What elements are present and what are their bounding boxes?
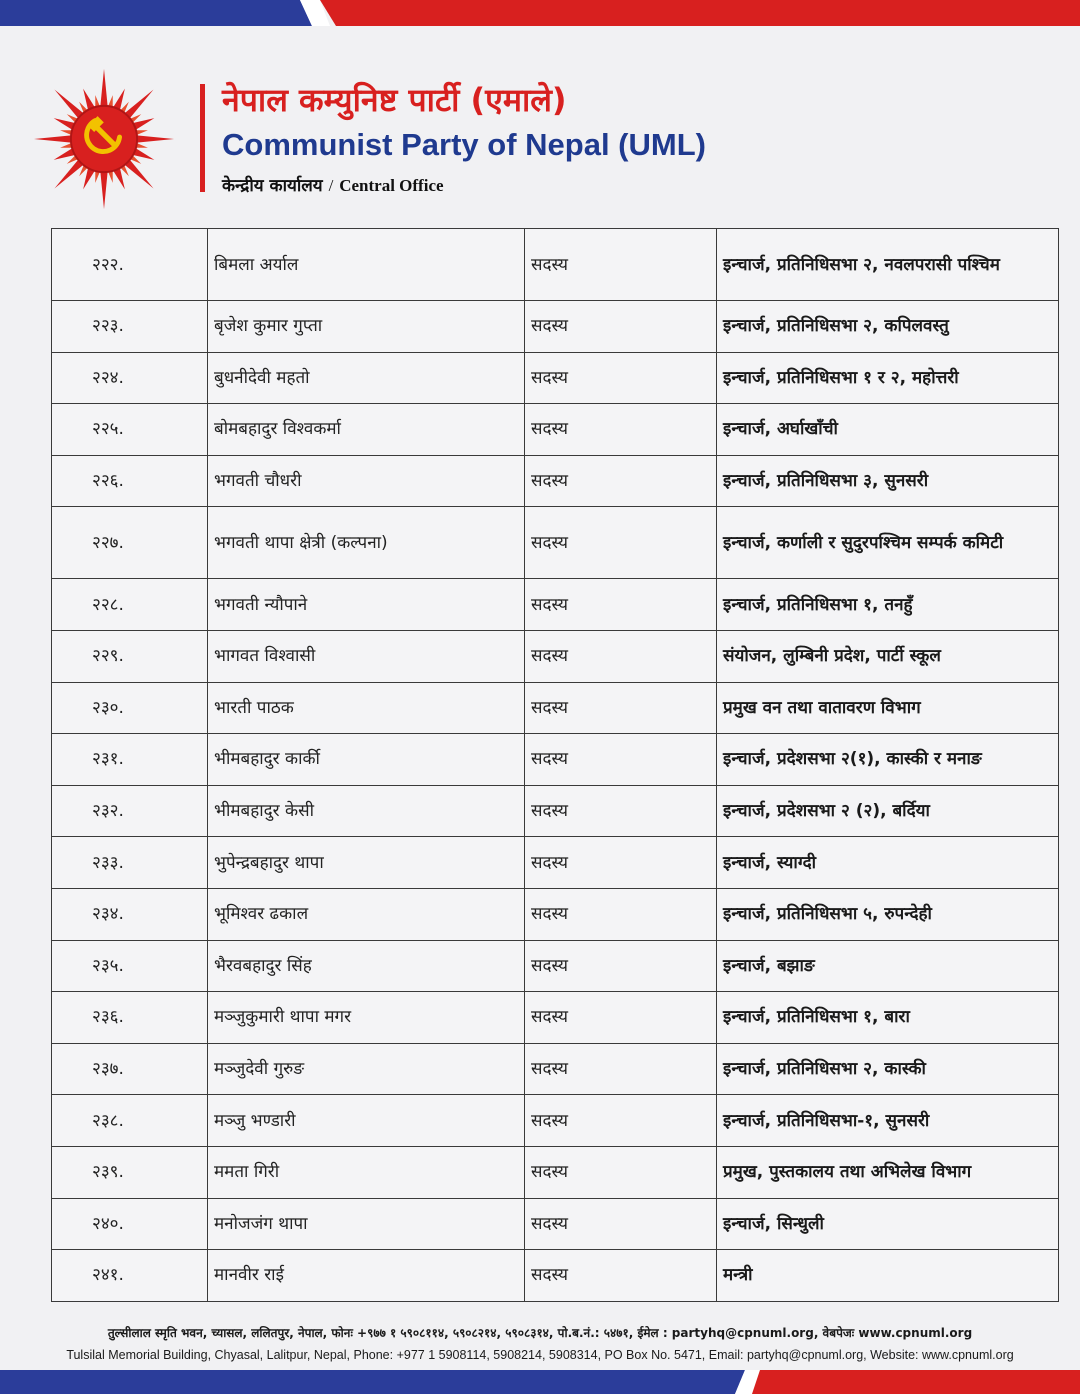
member-name: भगवती न्यौपाने	[208, 579, 525, 631]
table-row	[52, 888, 1059, 940]
member-position: सदस्य	[525, 301, 717, 353]
top-color-band	[0, 0, 1080, 26]
member-role: इन्चार्ज, प्रतिनिधिसभा १ र २, महोत्तरी	[717, 352, 1059, 404]
office-label-nepali: केन्द्रीय कार्यालय	[222, 176, 323, 196]
member-position: सदस्य	[525, 837, 717, 889]
member-name: बुधनीदेवी महतो	[208, 352, 525, 404]
header-divider	[200, 84, 205, 192]
member-role: इन्चार्ज, बझाङ	[717, 940, 1059, 992]
bottom-color-band	[0, 1370, 1080, 1394]
member-name: भीमबहादुर कार्की	[208, 734, 525, 786]
member-role: इन्चार्ज, प्रतिनिधिसभा ३, सुनसरी	[717, 455, 1059, 507]
table-row	[52, 630, 1059, 682]
member-position: सदस्य	[525, 734, 717, 786]
member-role: प्रमुख, पुस्तकालय तथा अभिलेख विभाग	[717, 1146, 1059, 1198]
member-role: प्रमुख वन तथा वातावरण विभाग	[717, 682, 1059, 734]
table-row	[52, 785, 1059, 837]
member-role: इन्चार्ज, प्रतिनिधिसभा १, बारा	[717, 992, 1059, 1044]
member-name: भुपेन्द्रबहादुर थापा	[208, 837, 525, 889]
member-name: बिमला अर्याल	[208, 229, 525, 301]
member-position: सदस्य	[525, 682, 717, 734]
table-row	[52, 229, 1059, 301]
member-role: इन्चार्ज, प्रतिनिधिसभा २, कास्की	[717, 1043, 1059, 1095]
table-row	[52, 682, 1059, 734]
member-table	[51, 228, 1059, 1302]
member-position: सदस्य	[525, 1095, 717, 1147]
footer-address-english: Tulsilal Memorial Building, Chyasal, Lalitpur, Nepal, Phone: +977 1 5908114, 5908214, 5908314, PO Box No. 5471, Email: partyhq@cpnuml.org, Website: www.cpnuml.org	[66, 1348, 1014, 1362]
member-name: मञ्जुदेवी गुरुङ	[208, 1043, 525, 1095]
member-name: मनोजजंग थापा	[208, 1198, 525, 1250]
member-name: भागवत विश्वासी	[208, 630, 525, 682]
member-position: सदस्य	[525, 1250, 717, 1302]
row-number: २३७.	[52, 1043, 208, 1095]
member-role: इन्चार्ज, प्रतिनिधिसभा २, कपिलवस्तु	[717, 301, 1059, 353]
table-row	[52, 837, 1059, 889]
member-role: इन्चार्ज, स्याग्दी	[717, 837, 1059, 889]
table-row	[52, 1095, 1059, 1147]
row-number: २४०.	[52, 1198, 208, 1250]
member-role: इन्चार्ज, सिन्धुली	[717, 1198, 1059, 1250]
member-table-body	[52, 229, 1059, 1302]
table-row	[52, 734, 1059, 786]
member-role: मन्त्री	[717, 1250, 1059, 1302]
office-label-english: Central Office	[339, 176, 444, 195]
member-name: भगवती चौधरी	[208, 455, 525, 507]
member-position: सदस्य	[525, 992, 717, 1044]
footer-address-nepali: तुल्सीलाल स्मृति भवन, च्यासल, ललितपुर, नेपाल, फोनः +९७७ १ ५९०८११४, ५९०८२१४, ५९०८३१४, पो.ब.नं.: ५४७१, ईमेल : partyhq@cpnuml.org, वेबपेजः www.cpnuml.org	[107, 1326, 973, 1340]
row-number: २२४.	[52, 352, 208, 404]
table-row	[52, 301, 1059, 353]
table-row	[52, 1250, 1059, 1302]
table-row	[52, 455, 1059, 507]
member-role: इन्चार्ज, अर्घाखाँची	[717, 404, 1059, 456]
member-position: सदस्य	[525, 1198, 717, 1250]
member-position: सदस्य	[525, 1146, 717, 1198]
member-role: इन्चार्ज, प्रदेशसभा २ (२), बर्दिया	[717, 785, 1059, 837]
row-number: २३५.	[52, 940, 208, 992]
member-name: मानवीर राई	[208, 1250, 525, 1302]
member-name: मञ्जुकुमारी थापा मगर	[208, 992, 525, 1044]
member-name: भगवती थापा क्षेत्री (कल्पना)	[208, 507, 525, 579]
row-number: २२५.	[52, 404, 208, 456]
table-row	[52, 992, 1059, 1044]
row-number: २३३.	[52, 837, 208, 889]
office-label-separator: /	[328, 176, 334, 195]
row-number: २२९.	[52, 630, 208, 682]
member-role: इन्चार्ज, प्रतिनिधिसभा २, नवलपरासी पश्चिम	[717, 229, 1059, 301]
member-position: सदस्य	[525, 455, 717, 507]
member-name: भूमिश्वर ढकाल	[208, 888, 525, 940]
member-position: सदस्य	[525, 229, 717, 301]
table-row	[52, 1198, 1059, 1250]
member-position: सदस्य	[525, 1043, 717, 1095]
row-number: २२२.	[52, 229, 208, 301]
member-position: सदस्य	[525, 940, 717, 992]
member-role: इन्चार्ज, प्रतिनिधिसभा-१, सुनसरी	[717, 1095, 1059, 1147]
member-role: इन्चार्ज, कर्णाली र सुदुरपश्चिम सम्पर्क कमिटी	[717, 507, 1059, 579]
table-row	[52, 404, 1059, 456]
table-row	[52, 352, 1059, 404]
member-position: सदस्य	[525, 507, 717, 579]
party-emblem-icon	[26, 66, 182, 212]
member-name: भीमबहादुर केसी	[208, 785, 525, 837]
row-number: २२८.	[52, 579, 208, 631]
row-number: २३९.	[52, 1146, 208, 1198]
member-name: भैरवबहादुर सिंह	[208, 940, 525, 992]
party-name-english: Communist Party of Nepal (UML)	[222, 127, 706, 162]
member-position: सदस्य	[525, 579, 717, 631]
member-position: सदस्य	[525, 404, 717, 456]
table-row	[52, 1146, 1059, 1198]
row-number: २४१.	[52, 1250, 208, 1302]
member-name: मञ्जु भण्डारी	[208, 1095, 525, 1147]
row-number: २२६.	[52, 455, 208, 507]
row-number: २३२.	[52, 785, 208, 837]
member-role: इन्चार्ज, प्रतिनिधिसभा १, तनहुँ	[717, 579, 1059, 631]
row-number: २३१.	[52, 734, 208, 786]
row-number: २३८.	[52, 1095, 208, 1147]
member-position: सदस्य	[525, 352, 717, 404]
member-role: संयोजन, लुम्बिनी प्रदेश, पार्टी स्कूल	[717, 630, 1059, 682]
row-number: २३६.	[52, 992, 208, 1044]
member-role: इन्चार्ज, प्रतिनिधिसभा ५, रुपन्देही	[717, 888, 1059, 940]
table-row	[52, 579, 1059, 631]
member-position: सदस्य	[525, 888, 717, 940]
table-row	[52, 507, 1059, 579]
member-position: सदस्य	[525, 785, 717, 837]
member-role: इन्चार्ज, प्रदेशसभा २(१), कास्की र मनाङ	[717, 734, 1059, 786]
member-name: ममता गिरी	[208, 1146, 525, 1198]
member-name: बृजेश कुमार गुप्ता	[208, 301, 525, 353]
row-number: २२७.	[52, 507, 208, 579]
office-label	[222, 173, 444, 196]
row-number: २३४.	[52, 888, 208, 940]
party-name-nepali: नेपाल कम्युनिष्ट पार्टी (एमाले)	[222, 81, 567, 119]
member-position: सदस्य	[525, 630, 717, 682]
table-row	[52, 940, 1059, 992]
row-number: २२३.	[52, 301, 208, 353]
member-name: बोमबहादुर विश्वकर्मा	[208, 404, 525, 456]
member-name: भारती पाठक	[208, 682, 525, 734]
table-row	[52, 1043, 1059, 1095]
row-number: २३०.	[52, 682, 208, 734]
